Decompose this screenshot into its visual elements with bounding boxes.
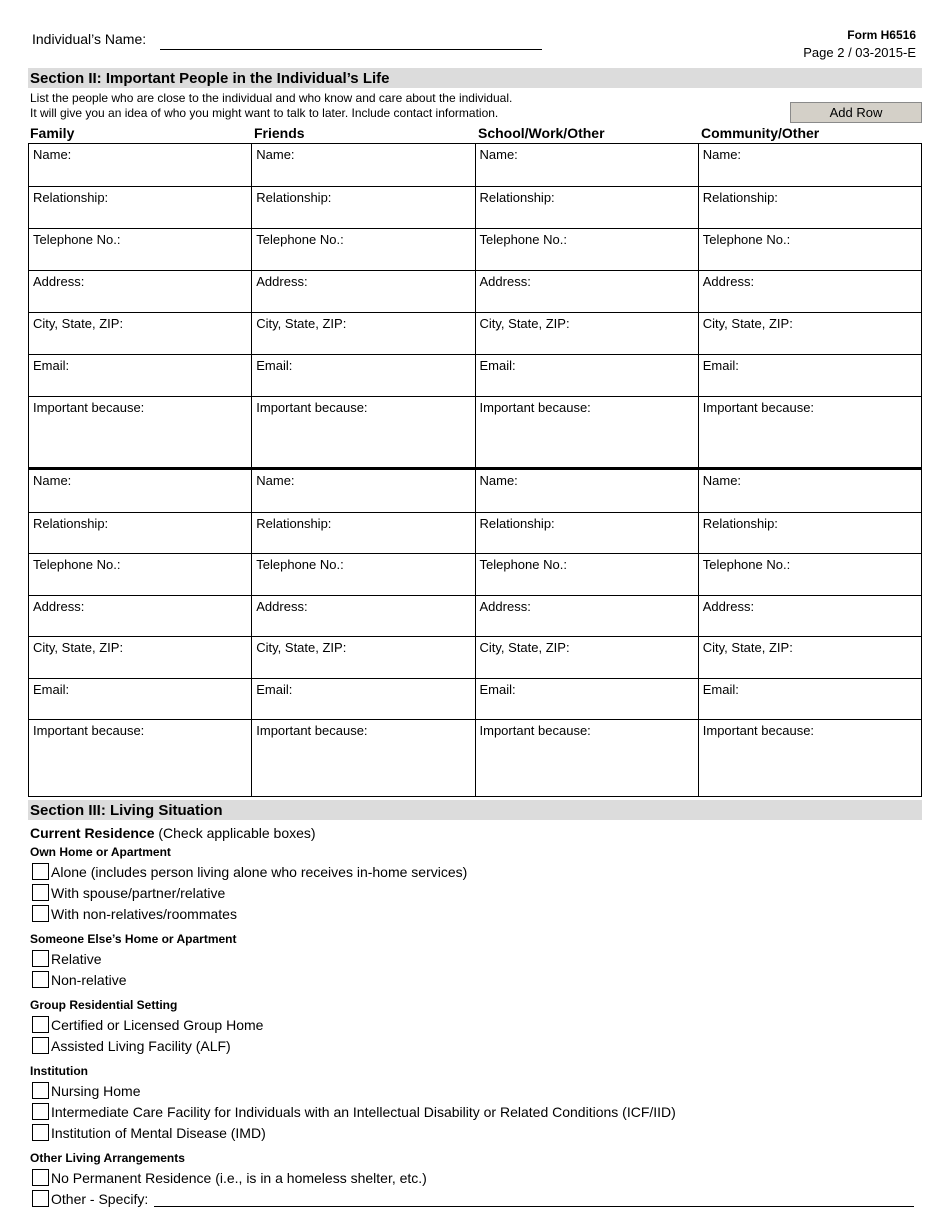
checkbox-relative[interactable] xyxy=(32,950,49,967)
name-field[interactable] xyxy=(699,144,921,186)
option-group-home xyxy=(30,1014,920,1035)
telephone-field[interactable] xyxy=(29,228,251,270)
relationship-field[interactable] xyxy=(252,186,474,228)
individual-name-field[interactable] xyxy=(160,49,542,50)
relationship-field[interactable] xyxy=(476,186,698,228)
city-state-zip-field[interactable] xyxy=(252,636,474,678)
column-family xyxy=(29,144,251,467)
page-info: Page 2 / 03-2015-E xyxy=(803,45,916,60)
column-school-work-other xyxy=(475,470,698,796)
field-label: Telephone No.: xyxy=(702,557,791,572)
telephone-field[interactable] xyxy=(476,228,698,270)
checkbox-no-permanent-residence[interactable] xyxy=(32,1169,49,1186)
field-label: City, State, ZIP: xyxy=(702,640,793,655)
field-label: Telephone No.: xyxy=(256,557,344,572)
column-community-other xyxy=(698,470,921,796)
option-relative xyxy=(30,948,920,969)
address-field[interactable] xyxy=(699,595,921,637)
column-community-other xyxy=(698,144,921,467)
add-row-button[interactable]: Add Row xyxy=(790,102,922,123)
option-label: Intermediate Care Facility for Individuals with an Intellectual Disability or Related Conditions (ICF/IID) xyxy=(51,1103,676,1120)
field-label: Important because: xyxy=(702,723,815,738)
field-label: Relationship: xyxy=(702,190,778,205)
relationship-field[interactable] xyxy=(29,512,251,554)
field-label: Telephone No.: xyxy=(702,232,791,247)
option-label: Non-relative xyxy=(51,971,127,988)
city-state-zip-field[interactable] xyxy=(252,312,474,354)
field-label: Email: xyxy=(702,358,739,373)
option-imd xyxy=(30,1122,920,1143)
city-state-zip-field[interactable] xyxy=(476,636,698,678)
section-2-intro-line-1: List the people who are close to the individual and who know and care about the individual. xyxy=(30,91,513,105)
section-2-header xyxy=(28,68,922,88)
field-label: Name: xyxy=(33,147,72,162)
option-label: With spouse/partner/relative xyxy=(51,884,226,901)
city-state-zip-field[interactable] xyxy=(29,312,251,354)
field-label: Name: xyxy=(479,473,518,488)
field-label: Email: xyxy=(702,681,739,697)
people-row-2 xyxy=(28,468,922,797)
name-field[interactable] xyxy=(252,470,474,512)
section-3-title: Section III: Living Situation xyxy=(30,802,223,819)
option-with-non-relatives xyxy=(30,903,920,924)
checkbox-icf-iid[interactable] xyxy=(32,1103,49,1120)
email-field[interactable] xyxy=(476,354,698,396)
field-label: Name: xyxy=(256,147,295,162)
column-header-family: Family xyxy=(30,125,75,141)
important-because-field[interactable] xyxy=(252,719,474,796)
city-state-zip-field[interactable] xyxy=(476,312,698,354)
checkbox-non-relative[interactable] xyxy=(32,971,49,988)
other-specify-field[interactable] xyxy=(154,1206,914,1207)
field-label: Telephone No.: xyxy=(33,232,121,247)
relationship-field[interactable] xyxy=(699,186,921,228)
email-field[interactable] xyxy=(29,354,251,396)
relationship-field[interactable] xyxy=(252,512,474,554)
address-field[interactable] xyxy=(252,270,474,312)
column-family xyxy=(29,470,251,796)
telephone-field[interactable] xyxy=(699,228,921,270)
column-header-school-work-other: School/Work/Other xyxy=(478,125,605,141)
checkbox-with-spouse[interactable] xyxy=(32,884,49,901)
option-label: Certified or Licensed Group Home xyxy=(51,1016,264,1033)
option-icf-iid xyxy=(30,1101,920,1122)
individual-name-label: Individual’s Name: xyxy=(32,31,147,47)
field-label: Address: xyxy=(479,274,531,289)
group-own-home-title: Own Home or Apartment xyxy=(30,845,171,859)
field-label: Address: xyxy=(256,598,308,614)
section-2-title: Section II: Important People in the Individual’s Life xyxy=(30,70,390,87)
column-school-work-other xyxy=(475,144,698,467)
field-label: Relationship: xyxy=(33,515,109,531)
important-because-field[interactable] xyxy=(699,719,921,796)
field-label: Name: xyxy=(702,473,742,488)
email-field[interactable] xyxy=(252,354,474,396)
address-field[interactable] xyxy=(476,595,698,637)
name-field[interactable] xyxy=(476,470,698,512)
checkbox-with-non-relatives[interactable] xyxy=(32,905,49,922)
section-2-intro-line-2: It will give you an idea of who you might want to talk to later. Include contact information. xyxy=(30,106,499,120)
field-label: Email: xyxy=(479,681,516,697)
field-label: Telephone No.: xyxy=(256,232,344,247)
important-because-field[interactable] xyxy=(699,396,921,467)
email-field[interactable] xyxy=(699,678,921,720)
field-label: Important because: xyxy=(33,723,145,738)
field-label: Email: xyxy=(479,358,516,373)
group-other-title: Other Living Arrangements xyxy=(30,1151,185,1165)
checkbox-group-home[interactable] xyxy=(32,1016,49,1033)
field-label: Address: xyxy=(702,598,755,614)
option-label: With non-relatives/roommates xyxy=(51,905,237,922)
group-institution-title: Institution xyxy=(30,1064,88,1078)
telephone-field[interactable] xyxy=(699,553,921,595)
address-field[interactable] xyxy=(699,270,921,312)
field-label: Important because: xyxy=(33,400,145,415)
field-label: Important because: xyxy=(479,723,591,738)
checkbox-imd[interactable] xyxy=(32,1124,49,1141)
name-field[interactable] xyxy=(476,144,698,186)
relationship-field[interactable] xyxy=(476,512,698,554)
field-label: Address: xyxy=(702,274,755,289)
column-friends xyxy=(251,144,474,467)
current-residence-note: (Check applicable boxes) xyxy=(154,825,316,841)
field-label: City, State, ZIP: xyxy=(33,640,124,655)
group-someone-else-title: Someone Else’s Home or Apartment xyxy=(30,932,237,946)
option-label: Institution of Mental Disease (IMD) xyxy=(51,1124,266,1141)
field-label: City, State, ZIP: xyxy=(33,316,124,331)
current-residence-heading xyxy=(30,823,920,843)
email-field[interactable] xyxy=(29,678,251,720)
field-label: Email: xyxy=(33,681,70,697)
people-row-1 xyxy=(28,143,922,468)
telephone-field[interactable] xyxy=(476,553,698,595)
city-state-zip-field[interactable] xyxy=(29,636,251,678)
field-label: Address: xyxy=(479,598,531,614)
telephone-field[interactable] xyxy=(252,228,474,270)
field-label: Name: xyxy=(256,473,295,488)
field-label: Name: xyxy=(479,147,518,162)
city-state-zip-field[interactable] xyxy=(699,312,921,354)
checkbox-alone[interactable] xyxy=(32,863,49,880)
option-with-spouse xyxy=(30,882,920,903)
field-label: Important because: xyxy=(702,400,815,415)
option-no-permanent-residence xyxy=(30,1167,920,1188)
field-label: Relationship: xyxy=(479,515,555,531)
field-label: Important because: xyxy=(256,723,368,738)
name-field[interactable] xyxy=(29,144,251,186)
field-label: City, State, ZIP: xyxy=(479,640,570,655)
field-label: Telephone No.: xyxy=(33,557,121,572)
field-label: Address: xyxy=(33,274,85,289)
checkbox-nursing-home[interactable] xyxy=(32,1082,49,1099)
important-because-field[interactable] xyxy=(29,396,251,467)
important-because-field[interactable] xyxy=(476,719,698,796)
important-because-field[interactable] xyxy=(29,719,251,796)
relationship-field[interactable] xyxy=(699,512,921,554)
relationship-field[interactable] xyxy=(29,186,251,228)
option-alone xyxy=(30,861,920,882)
option-label: Relative xyxy=(51,950,102,967)
field-label: Important because: xyxy=(256,400,368,415)
address-field[interactable] xyxy=(29,270,251,312)
field-label: Relationship: xyxy=(256,190,332,205)
column-header-friends: Friends xyxy=(254,125,305,141)
email-field[interactable] xyxy=(699,354,921,396)
option-other xyxy=(30,1188,920,1209)
field-label: Relationship: xyxy=(256,515,332,531)
group-residential-title: Group Residential Setting xyxy=(30,998,178,1012)
name-field[interactable] xyxy=(252,144,474,186)
checkbox-alf[interactable] xyxy=(32,1037,49,1054)
name-field[interactable] xyxy=(29,470,251,512)
field-label: Email: xyxy=(256,681,293,697)
option-label: Other - Specify: xyxy=(51,1190,149,1207)
field-label: City, State, ZIP: xyxy=(702,316,793,331)
option-label: No Permanent Residence (i.e., is in a homeless shelter, etc.) xyxy=(51,1169,427,1186)
option-label: Alone (includes person living alone who receives in-home services) xyxy=(51,863,468,880)
field-label: Telephone No.: xyxy=(479,232,567,247)
telephone-field[interactable] xyxy=(29,553,251,595)
field-label: City, State, ZIP: xyxy=(479,316,570,331)
address-field[interactable] xyxy=(476,270,698,312)
field-label: Email: xyxy=(256,358,293,373)
name-field[interactable] xyxy=(699,470,921,512)
column-friends xyxy=(251,470,474,796)
option-alf xyxy=(30,1035,920,1056)
email-field[interactable] xyxy=(476,678,698,720)
address-field[interactable] xyxy=(252,595,474,637)
field-label: Telephone No.: xyxy=(479,557,567,572)
city-state-zip-field[interactable] xyxy=(699,636,921,678)
field-label: Name: xyxy=(702,147,742,162)
checkbox-other[interactable] xyxy=(32,1190,49,1207)
option-label: Nursing Home xyxy=(51,1082,141,1099)
field-label: Address: xyxy=(33,598,85,614)
important-people-table xyxy=(28,143,922,797)
form-id: Form H6516 xyxy=(847,28,916,42)
email-field[interactable] xyxy=(252,678,474,720)
column-header-community-other: Community/Other xyxy=(701,125,820,141)
address-field[interactable] xyxy=(29,595,251,637)
section-3-header xyxy=(28,800,922,820)
field-label: City, State, ZIP: xyxy=(256,640,347,655)
field-label: Relationship: xyxy=(702,515,778,531)
field-label: City, State, ZIP: xyxy=(256,316,347,331)
field-label: Relationship: xyxy=(33,190,109,205)
option-nursing-home xyxy=(30,1080,920,1101)
field-label: Address: xyxy=(256,274,308,289)
living-situation xyxy=(30,823,920,1209)
field-label: Important because: xyxy=(479,400,591,415)
current-residence-title: Current Residence xyxy=(30,825,155,841)
field-label: Relationship: xyxy=(479,190,555,205)
field-label: Name: xyxy=(33,473,72,488)
option-label: Assisted Living Facility (ALF) xyxy=(51,1037,231,1054)
important-because-field[interactable] xyxy=(476,396,698,467)
option-non-relative xyxy=(30,969,920,990)
important-because-field[interactable] xyxy=(252,396,474,467)
field-label: Email: xyxy=(33,358,70,373)
telephone-field[interactable] xyxy=(252,553,474,595)
